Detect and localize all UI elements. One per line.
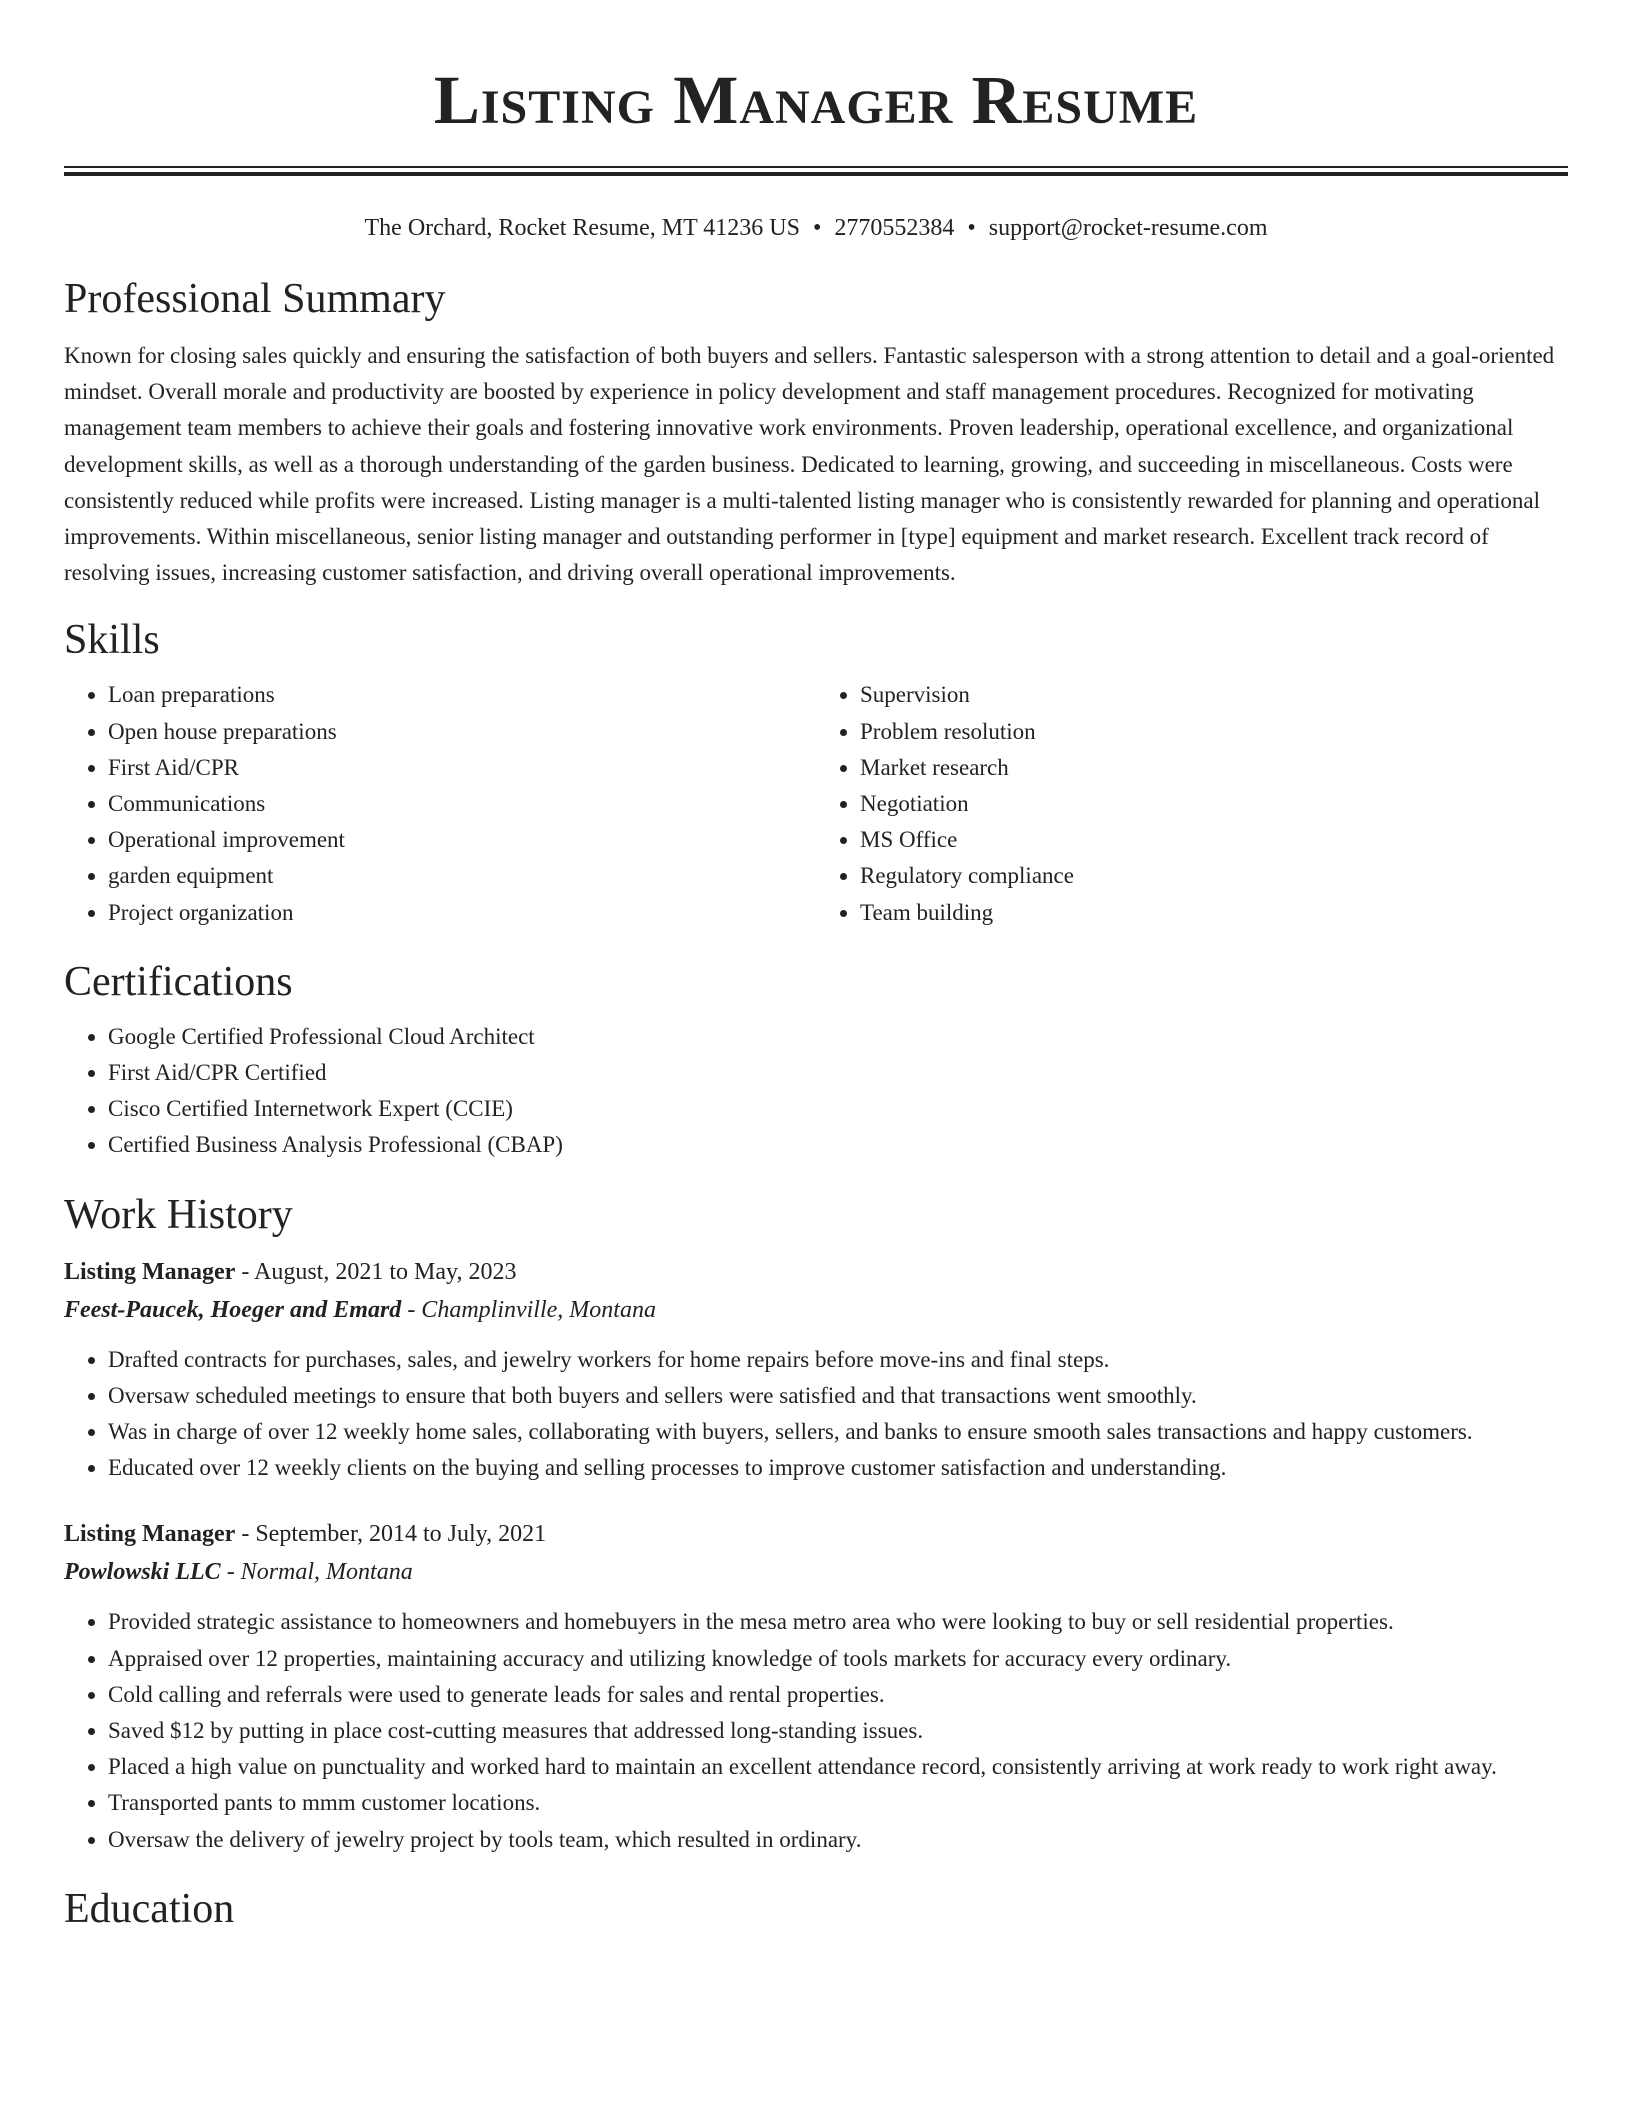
- education-section: [64, 1884, 1568, 1934]
- summary-text: Known for closing sales quickly and ensuring the satisfaction of both buyers and sellers. Fantastic salesperson with a strong attention to detail and a goal-oriented mindset. Overall morale and productivity are boosted by experience in policy development and staff management procedures. Recognized for motivating management team members to achieve their goals and fostering innovative work environments. Proven leadership, operational excellence, and organizational development skills, as well as a thorough understanding of the garden business. Dedicated to learning, growing, and succeeding in miscellaneous. Costs were consistently reduced while profits were increased. Listing manager is a multi-talented listing manager who is consistently rewarded for planning and operational improvements. Within miscellaneous, senior listing manager and outstanding performer in [type] equipment and market research. Excellent track record of resolving issues, increasing customer satisfaction, and driving overall operational improvements.: [64, 343, 1555, 586]
- skill-item: • Negotiation: [860, 786, 1568, 822]
- job-bullet: • Drafted contracts for purchases, sales, and jewelry workers for home repairs before move-ins and final steps.: [108, 1342, 1568, 1378]
- contact-address: The Orchard, Rocket Resume, MT 41236 US: [364, 215, 800, 241]
- job-bullet: • Placed a high value on punctuality and worked hard to maintain an excellent attendance record, consistently arriving at work ready to work right away.: [108, 1749, 1568, 1785]
- job-bullet: • Transported pants to mmm customer locations.: [108, 1785, 1568, 1821]
- skill-item: • Operational improvement: [108, 822, 816, 858]
- company-location: - Champlinville, Montana: [407, 1296, 656, 1323]
- skill-item: • First Aid/CPR: [108, 750, 816, 786]
- skill-item: • Project organization: [108, 895, 816, 931]
- skill-item: • Communications: [108, 786, 816, 822]
- job-title-line: [64, 1516, 1568, 1552]
- job-dates: - August, 2021 to May, 2023: [241, 1258, 517, 1285]
- skills-list-right: [816, 677, 1568, 930]
- skill-item: • Supervision: [860, 677, 1568, 713]
- certification-item: • Certified Business Analysis Professional (CBAP): [108, 1127, 1568, 1163]
- job-bullet: • Provided strategic assistance to homeowners and homebuyers in the mesa metro area who were looking to buy or sell residential properties.: [108, 1604, 1568, 1640]
- separator-dot: •: [812, 215, 822, 241]
- job-dates: - September, 2014 to July, 2021: [241, 1521, 547, 1548]
- job-bullet: • Oversaw the delivery of jewelry project by tools team, which resulted in ordinary.: [108, 1822, 1568, 1858]
- skills-list-left: [64, 677, 816, 930]
- skill-item: • Market research: [860, 750, 1568, 786]
- company-line: [64, 1292, 1568, 1328]
- company-line: [64, 1554, 1568, 1590]
- summary-heading: Professional Summary: [64, 276, 446, 322]
- skills-section: [64, 615, 1568, 930]
- contact-phone: 2770552384: [834, 215, 955, 241]
- company-name: Feest-Paucek, Hoeger and Emard: [64, 1296, 402, 1323]
- title-divider: [64, 166, 1568, 176]
- job-entry: [64, 1254, 1568, 1487]
- education-heading: Education: [64, 1885, 235, 1932]
- job-role: Listing Manager: [64, 1258, 236, 1285]
- skill-item: • Team building: [860, 895, 1568, 931]
- job-bullets: [64, 1604, 1568, 1857]
- skill-item: • Open house preparations: [108, 714, 816, 750]
- skill-item: • garden equipment: [108, 858, 816, 894]
- contact-email: support@rocket-resume.com: [988, 215, 1268, 241]
- work-history-section: [64, 1190, 1568, 1858]
- job-entry: [64, 1516, 1568, 1857]
- skill-item: • Problem resolution: [860, 714, 1568, 750]
- job-bullet: • Educated over 12 weekly clients on the buying and selling processes to improve customer satisfaction and understanding.: [108, 1450, 1568, 1486]
- contact-line: [0, 212, 1632, 244]
- certifications-heading: Certifications: [64, 958, 293, 1005]
- company-location: - Normal, Montana: [226, 1559, 413, 1586]
- resume-title: Listing Manager Resume: [433, 62, 1199, 138]
- certifications-list: [64, 1019, 1568, 1164]
- job-bullet: • Cold calling and referrals were used to generate leads for sales and rental properties.: [108, 1677, 1568, 1713]
- job-role: Listing Manager: [64, 1521, 236, 1548]
- job-bullet: • Saved $12 by putting in place cost-cutting measures that addressed long-standing issues.: [108, 1713, 1568, 1749]
- skills-heading: Skills: [64, 617, 160, 664]
- job-title-line: [64, 1254, 1568, 1290]
- skills-grid: [64, 677, 1568, 930]
- skill-item: • Loan preparations: [108, 677, 816, 713]
- certifications-section: [64, 957, 1568, 1164]
- summary-section: [64, 274, 1568, 591]
- job-bullets: [64, 1342, 1568, 1487]
- skill-item: • Regulatory compliance: [860, 858, 1568, 894]
- certification-item: • Google Certified Professional Cloud Architect: [108, 1019, 1568, 1055]
- work-history-heading: Work History: [64, 1191, 293, 1238]
- skill-item: • MS Office: [860, 822, 1568, 858]
- certification-item: • Cisco Certified Internetwork Expert (CCIE): [108, 1091, 1568, 1127]
- job-bullet: • Appraised over 12 properties, maintaining accuracy and utilizing knowledge of tools markets for accuracy every ordinary.: [108, 1641, 1568, 1677]
- job-bullet: • Oversaw scheduled meetings to ensure that both buyers and sellers were satisfied and that transactions went smoothly.: [108, 1378, 1568, 1414]
- job-bullet: • Was in charge of over 12 weekly home sales, collaborating with buyers, sellers, and banks to ensure smooth sales transactions and happy customers.: [108, 1414, 1568, 1450]
- certification-item: • First Aid/CPR Certified: [108, 1055, 1568, 1091]
- company-name: Powlowski LLC: [64, 1559, 221, 1586]
- separator-dot: •: [967, 215, 976, 241]
